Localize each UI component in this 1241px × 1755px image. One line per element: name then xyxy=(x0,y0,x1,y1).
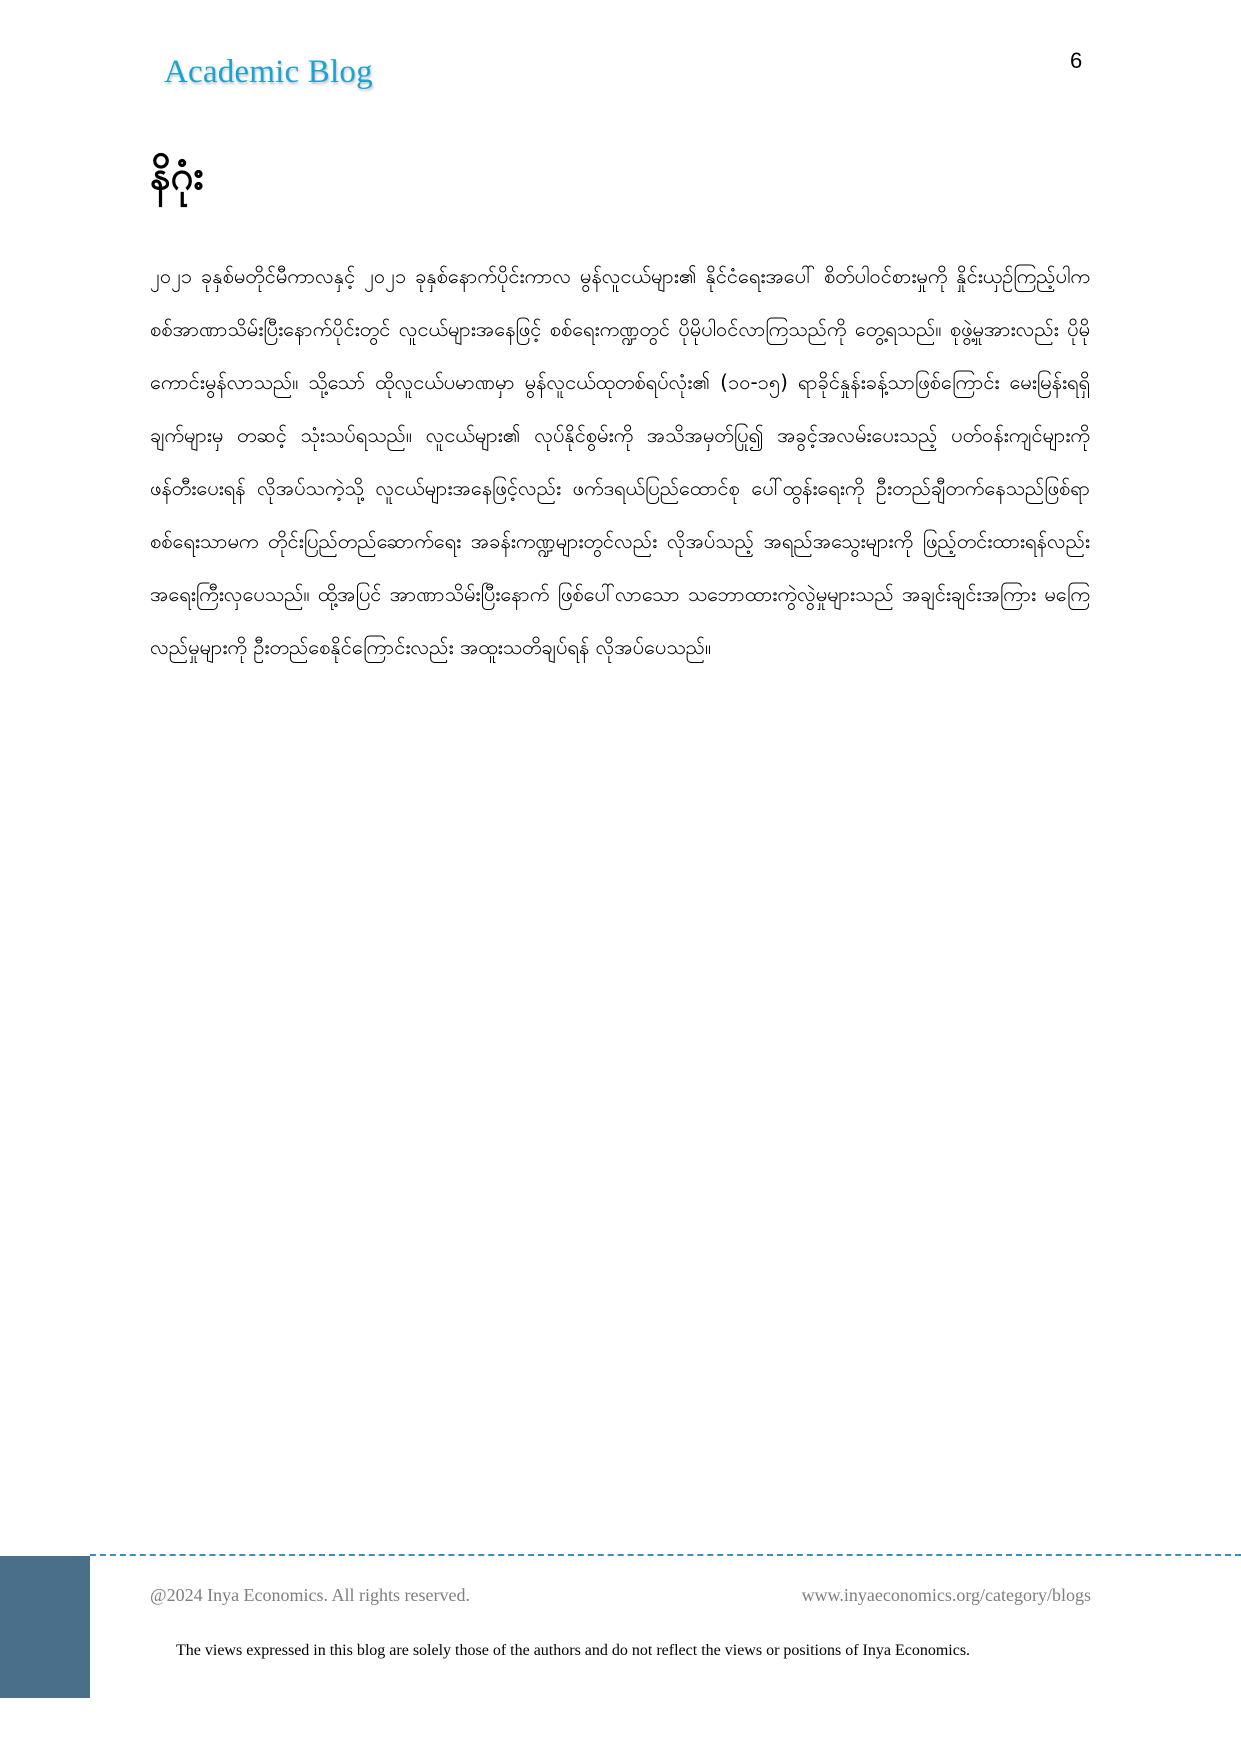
disclaimer-text: The views expressed in this blog are solely those of the authors and do not reflect the views or positions of Inya Economics. xyxy=(176,1642,971,1659)
footer-side-block xyxy=(0,1556,90,1698)
section-heading: နိဂုံး xyxy=(150,153,204,199)
copyright-notice: @2024 Inya Economics. All rights reserved. xyxy=(150,1585,471,1605)
blog-title: Academic Blog xyxy=(164,54,373,90)
footer-url: www.inyaeconomics.org/category/blogs xyxy=(801,1585,1091,1605)
footer-divider xyxy=(90,1554,1241,1556)
body-paragraph: ၂၀၂၁ ခုနှစ်မတိုင်မီကာလနှင့် ၂၀၂၁ ခုနှစ်နောက်ပိုင်းကာလ မွန်လူငယ်များ၏ နိုင်ငံရေးအပေါ် စိတ်ပါဝင်စားမှုကို နှိုင်းယှဉ်ကြည့်ပါက စစ်အာဏာသိမ်းပြီးနောက်ပိုင်းတွင် လူငယ်များအနေဖြင့် စစ်ရေးကဏ္ဍတွင် ပိုမိုပါဝင်လာကြသည်ကို တွေ့ရသည်။ စုဖွဲ့မှုအားလည်း ပိုမိုကောင်းမွန်လာသည်။ သို့သော် ထိုလူငယ်ပမာဏမှာ မွန်လူငယ်ထုတစ်ရပ်လုံး၏ (၁၀-၁၅) ရာခိုင်နှုန်းခန့်သာဖြစ်ကြောင်း မေးမြန်းရရှိချက်များမှ တဆင့် သုံးသပ်ရသည်။ လူငယ်များ၏ လုပ်နိုင်စွမ်းကို အသိအမှတ်ပြု၍ အခွင့်အလမ်းပေးသည့် ပတ်ဝန်းကျင်များကို ဖန်တီးပေးရန် လိုအပ်သကဲ့သို့ လူငယ်များအနေဖြင့်လည်း ဖက်ဒရယ်ပြည်ထောင်စု ပေါ်ထွန်းရေးကို ဦးတည်ချီတက်နေသည်ဖြစ်ရာ စစ်ရေးသာမက တိုင်းပြည်တည်ဆောက်ရေး အခန်းကဏ္ဍများတွင်လည်း လိုအပ်သည့် အရည်အသွေးများကို ဖြည့်တင်းထားရန်လည်း အရေးကြီးလှပေသည်။ ထို့အပြင် အာဏာသိမ်းပြီးနောက် ဖြစ်ပေါ်လာသော သဘောထားကွဲလွဲမှုများသည် အချင်းချင်းအကြား မကြေလည်မှုများကို ဦးတည်စေနိုင်ကြောင်းလည်း အထူးသတိချပ်ရန် လိုအပ်ပေသည်။ xyxy=(150,264,1090,659)
page-number: 6 xyxy=(1070,48,1083,73)
